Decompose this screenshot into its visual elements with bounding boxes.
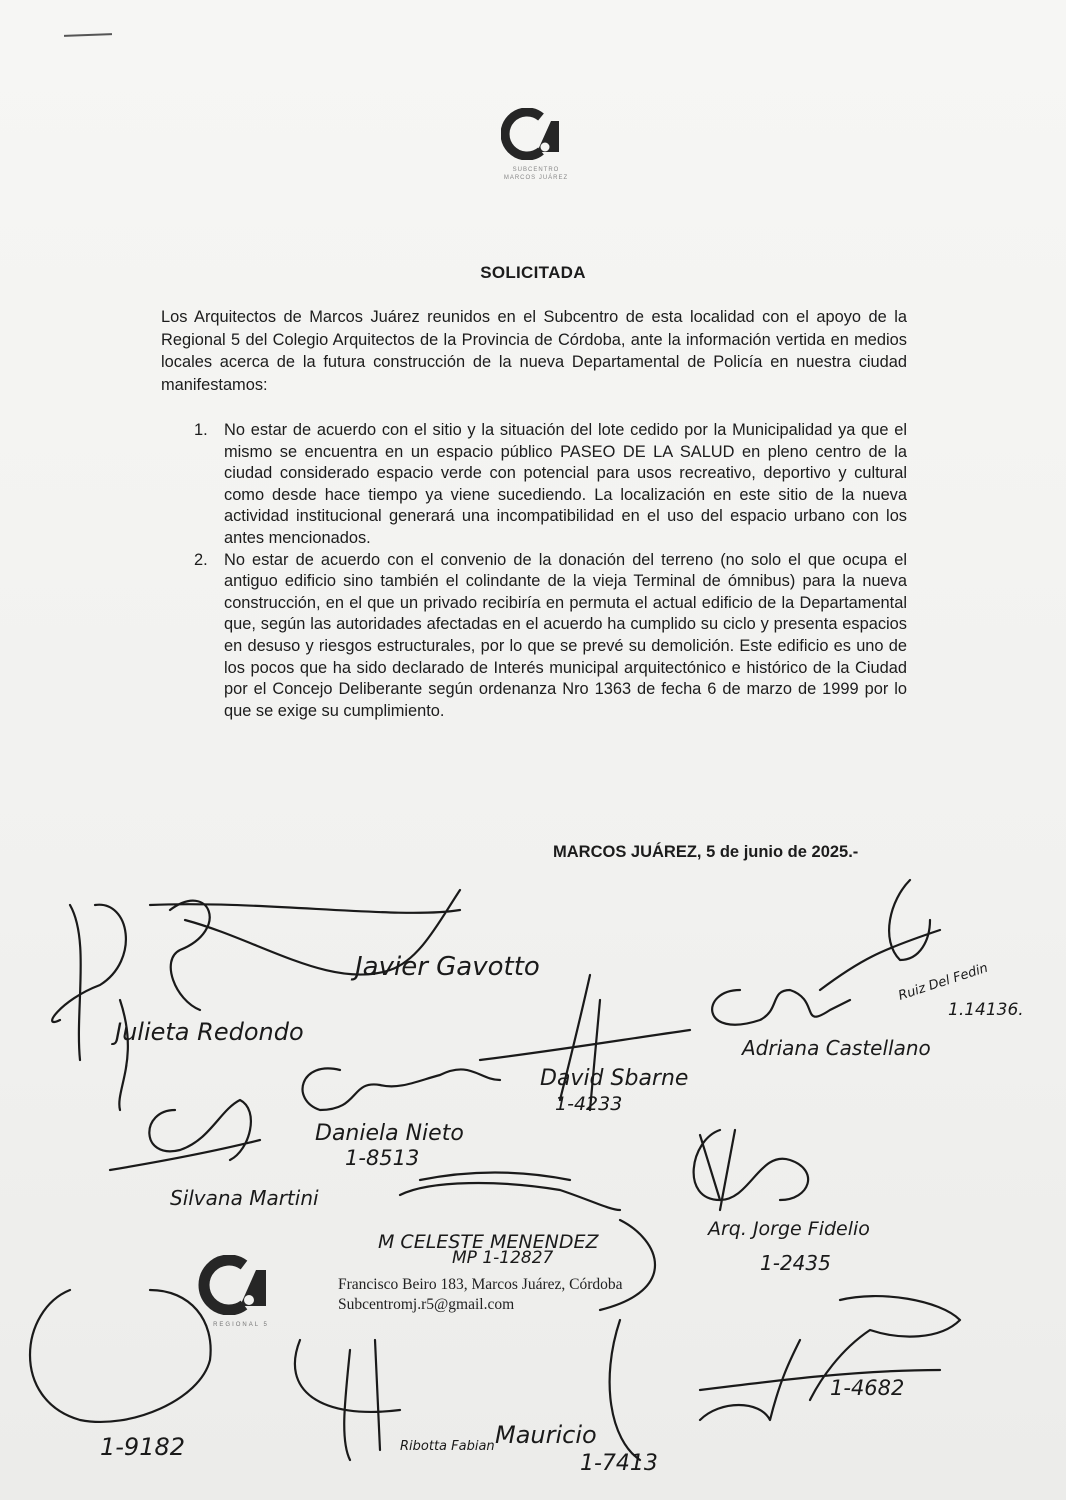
signature xyxy=(110,1100,319,1210)
footer-logo xyxy=(186,1255,296,1328)
signature xyxy=(295,1340,495,1460)
signature-name: Mauricio xyxy=(495,1421,597,1449)
footer-logo-subtitle: REGIONAL 5 xyxy=(213,1322,269,1328)
signature xyxy=(495,1320,800,1476)
signature xyxy=(820,880,1024,1020)
logo-subtitle-line1: SUBCENTRO xyxy=(512,167,560,173)
signature xyxy=(694,1130,870,1275)
signature-number: 1-7413 xyxy=(580,1451,658,1476)
signature-name: Daniela Nieto xyxy=(315,1121,464,1146)
signature xyxy=(700,1296,960,1400)
signature-name: Julieta Redondo xyxy=(115,1018,304,1046)
signature-name: Javier Gavotto xyxy=(355,952,540,982)
signature-name: Silvana Martini xyxy=(170,1186,319,1210)
signature xyxy=(52,901,303,1110)
date-line: MARCOS JUÁREZ, 5 de junio de 2025.- xyxy=(553,843,859,861)
signature-name: M CELESTE MENENDEZ xyxy=(378,1231,599,1253)
intro-paragraph: Los Arquitectos de Marcos Juárez reunidos en el Subcentro de esta localidad con el apoyo de la Regional 5 del Colegio Arquitectos de la Provincia de Córdoba, ante la información vertida en medios locales acerca de la futura construcción de la nueva Departamental de Policía en nuestra ciudad manifestamos: xyxy=(161,308,907,394)
signature-number: MP 1-12827 xyxy=(452,1248,554,1268)
signature-number: 1.14136. xyxy=(948,1000,1024,1020)
signature xyxy=(480,975,690,1115)
signature xyxy=(150,890,540,982)
list-item xyxy=(161,420,907,550)
footer-address: Francisco Beiro 183, Marcos Juárez, Córdoba xyxy=(338,1276,623,1293)
signature xyxy=(30,1290,211,1461)
signature-name: Adriana Castellano xyxy=(742,1036,931,1060)
ca-logo-icon xyxy=(186,1255,296,1315)
signature-name: Arq. Jorge Fidelio xyxy=(708,1218,870,1240)
list-item-text: No estar de acuerdo con el sitio y la situación del lote cedido por la Municipalidad ya que el mismo se encuentra en un espacio público PASEO DE LA SALUD en pleno centro de la ciudad considerado espacio verde con potencial para usos recreativo, deportivo y cultural como desde hace tiempo ya viene sucediendo. La localización en este sitio de la nueva actividad institucional generará una incompatibilidad en el uso del espacio urbano con los antes mencionados. xyxy=(224,421,907,547)
signature-number: 1-4682 xyxy=(830,1376,905,1400)
list-item-number: 1. xyxy=(194,421,208,439)
pen-mark xyxy=(64,33,112,37)
signature-number: 1-9182 xyxy=(100,1433,186,1461)
signature xyxy=(712,990,931,1060)
footer-contact xyxy=(338,1275,623,1315)
header-logo-subtitle xyxy=(488,166,584,182)
list-item-text: No estar de acuerdo con el convenio de la donación del terreno (no solo el que ocupa el antiguo edificio sino también el colindante de la vieja Terminal de ómnibus) para la nueva construcción, en el que un privado recibiría en permuta el actual edificio de la Departamental que, según las autoridades afectadas en el acuerdo ha cumplido su ciclo y presenta espacios en desuso y riesgos estructurales, por lo que se prevé su demolición. Este edificio es uno de los pocos que ha sido declarado de Interés municipal arquitectónico e histórico de la Ciudad por el Concejo Deliberante según ordenanza Nro 1363 de fecha 6 de marzo de 1999 por lo que se exige su cumplimiento. xyxy=(224,550,907,720)
signature-number: 1-8513 xyxy=(345,1146,420,1170)
signature-name: Ribotta Fabian xyxy=(400,1439,495,1454)
document-title: SOLICITADA xyxy=(480,263,586,282)
list-item-number: 2. xyxy=(194,550,208,569)
signature xyxy=(303,1068,500,1170)
footer-email: Subcentromj.r5@gmail.com xyxy=(338,1296,515,1313)
header-logo xyxy=(488,108,584,182)
logo-subtitle-line2: MARCOS JUÁREZ xyxy=(503,175,569,181)
signature-name: Ruiz Del Fedin xyxy=(896,960,990,1004)
signature-number: 1-4233 xyxy=(555,1093,623,1115)
signature-number: 1-2435 xyxy=(760,1251,831,1275)
signature-name: David Sbarne xyxy=(540,1066,689,1091)
statement-list xyxy=(161,420,907,722)
list-item xyxy=(161,550,907,723)
ca-logo-icon xyxy=(501,108,571,160)
